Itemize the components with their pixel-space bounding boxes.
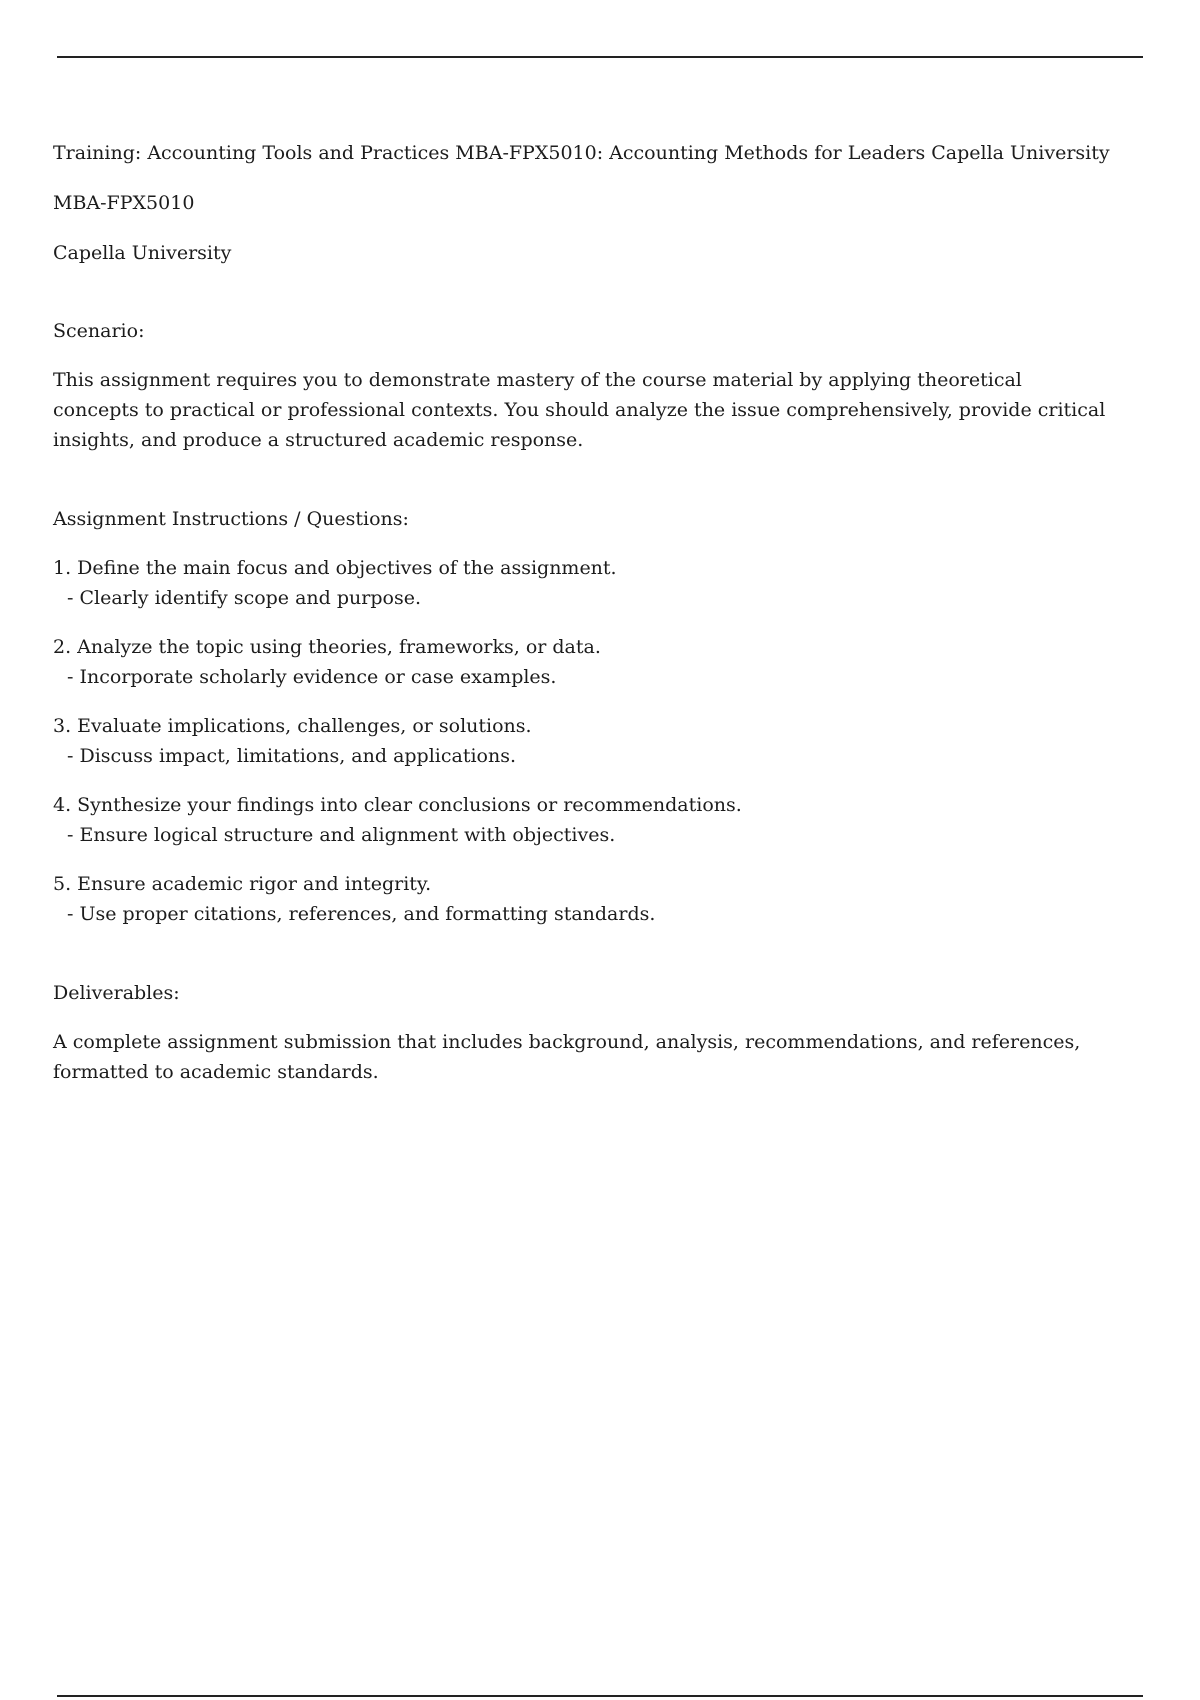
instruction-item	[53, 869, 1113, 929]
instruction-sub: - Clearly identify scope and purpose.	[67, 587, 421, 609]
document-body	[53, 138, 1113, 1087]
instruction-sub: - Discuss impact, limitations, and applications.	[67, 745, 517, 767]
scenario-body: This assignment requires you to demonstrate mastery of the course material by applying theoretical concepts to practical or professional contexts. You should analyze the issue comprehensively, provide critical insights, and produce a structured academic response.	[53, 369, 1106, 451]
instruction-item	[53, 632, 1113, 692]
document-title: Training: Accounting Tools and Practices MBA-FPX5010: Accounting Methods for Leaders Capella University	[53, 142, 1110, 164]
instruction-main: 4. Synthesize your findings into clear conclusions or recommendations.	[53, 794, 742, 816]
university-name: Capella University	[53, 242, 232, 264]
instruction-item	[53, 790, 1113, 850]
instruction-main: 5. Ensure academic rigor and integrity.	[53, 873, 432, 895]
instruction-main: 3. Evaluate implications, challenges, or solutions.	[53, 715, 532, 737]
instruction-sub: - Incorporate scholarly evidence or case examples.	[67, 666, 557, 688]
deliverables-heading: Deliverables:	[53, 982, 180, 1004]
instruction-main: 1. Define the main focus and objectives of the assignment.	[53, 557, 617, 579]
instruction-item	[53, 711, 1113, 771]
instruction-item	[53, 553, 1113, 613]
instruction-main: 2. Analyze the topic using theories, frameworks, or data.	[53, 636, 601, 658]
bottom-rule	[57, 1695, 1143, 1697]
course-code: MBA-FPX5010	[53, 192, 195, 214]
deliverables-body: A complete assignment submission that includes background, analysis, recommendations, and references, formatted to academic standards.	[53, 1031, 1081, 1083]
instruction-sub: - Use proper citations, references, and formatting standards.	[67, 903, 656, 925]
instruction-sub: - Ensure logical structure and alignment with objectives.	[67, 824, 616, 846]
scenario-heading: Scenario:	[53, 320, 145, 342]
top-rule	[57, 56, 1143, 58]
instructions-heading: Assignment Instructions / Questions:	[53, 508, 409, 530]
